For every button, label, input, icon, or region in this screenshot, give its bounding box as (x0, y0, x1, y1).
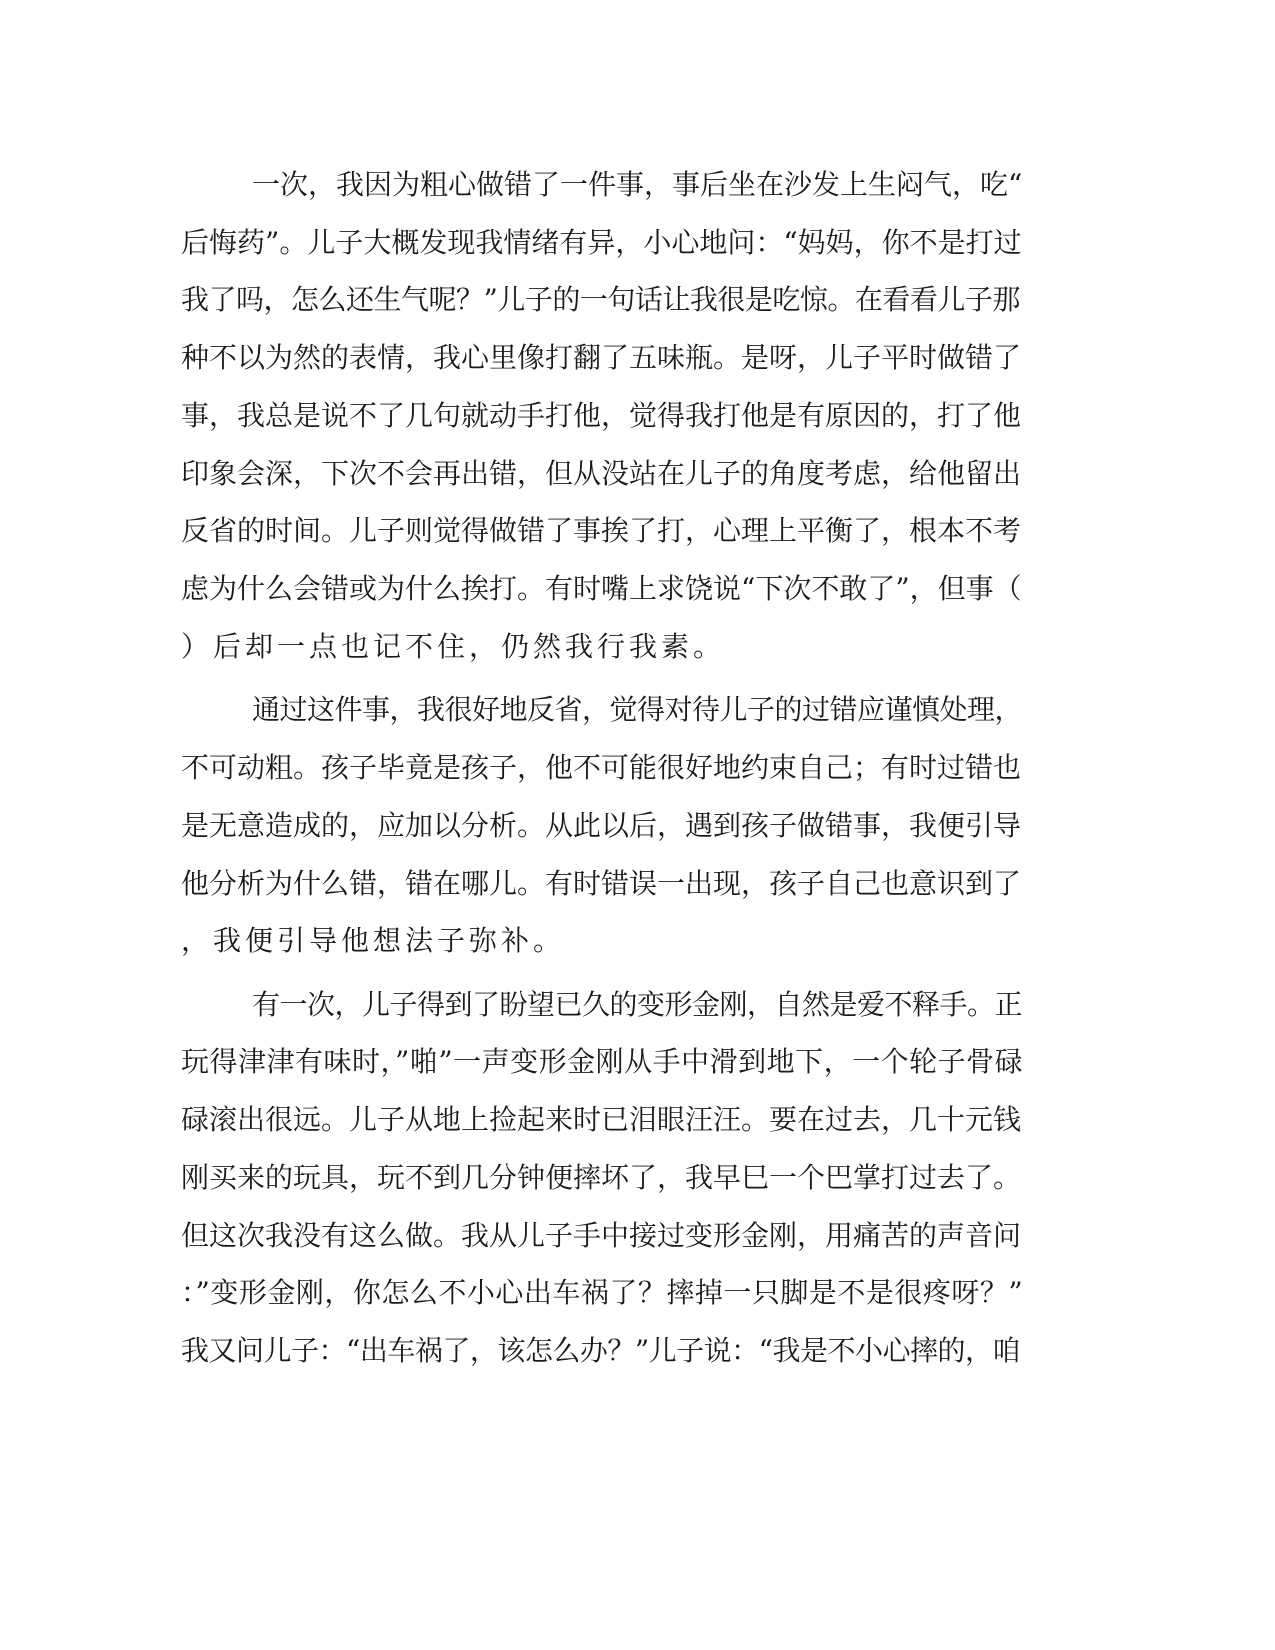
text-line: 种不以为然的表情，我心里像打翻了五味瓶。是呀，儿子平时做错了 (181, 341, 1022, 374)
text-line: 是无意造成的，应加以分析。从此以后，遇到孩子做错事，我便引导 (181, 809, 1022, 842)
text-line: 刚买来的玩具，玩不到几分钟便摔坏了，我早巳一个巴掌打过去了。 (181, 1161, 1022, 1194)
text-line: 通过这件事，我很好地反省，觉得对待儿子的过错应谨慎处理， (252, 693, 1023, 726)
text-line: 不可动粗。孩子毕竟是孩子，他不可能很好地约束自己；有时过错也 (181, 751, 1022, 784)
text-line: ：”变形金刚，你怎么不小心出车祸了？摔掉一只脚是不是很疼呀？” (181, 1276, 1024, 1309)
text-line: 虑为什么会错或为什么挨打。有时嘴上求饶说“下次不敢了”，但事（ (181, 572, 1022, 605)
text-line: 碌滚出很远。儿子从地上捡起来时已泪眼汪汪。要在过去，几十元钱 (181, 1103, 1022, 1136)
text-line: 事，我总是说不了几句就动手打他，觉得我打他是有原因的，打了他 (181, 399, 1022, 432)
text-line: 反省的时间。儿子则觉得做错了事挨了打，心理上平衡了，根本不考 (181, 514, 1022, 547)
text-line: ，我便引导他想法子弥补。 (181, 924, 566, 957)
text-line: 玩得津津有味时，”啪”一声变形金刚从手中滑到地下，一个轮子骨碌 (181, 1045, 1024, 1078)
text-line: 一次，我因为粗心做错了一件事，事后坐在沙发上生闷气，吃“ (252, 168, 1023, 201)
text-line: ）后却一点也记不住，仍然我行我素。 (181, 630, 726, 663)
text-line: 有一次，儿子得到了盼望已久的变形金刚，自然是爱不释手。正 (252, 988, 1023, 1021)
text-line: 后悔药”。儿子大概发现我情绪有异，小心地问：“妈妈，你不是打过 (181, 226, 1022, 259)
text-line: 我了吗，怎么还生气呢？”儿子的一句话让我很是吃惊。在看看儿子那 (181, 283, 1020, 316)
text-line: 但这次我没有这么做。我从儿子手中接过变形金刚，用痛苦的声音问 (181, 1219, 1022, 1252)
text-line: 他分析为什么错，错在哪儿。有时错误一出现，孩子自己也意识到了 (181, 867, 1022, 900)
text-line: 我又问儿子：“出车祸了，该怎么办？”儿子说：“我是不小心摔的，咱 (181, 1334, 1020, 1367)
text-line: 印象会深，下次不会再出错，但从没站在儿子的角度考虑，给他留出 (181, 457, 1022, 490)
